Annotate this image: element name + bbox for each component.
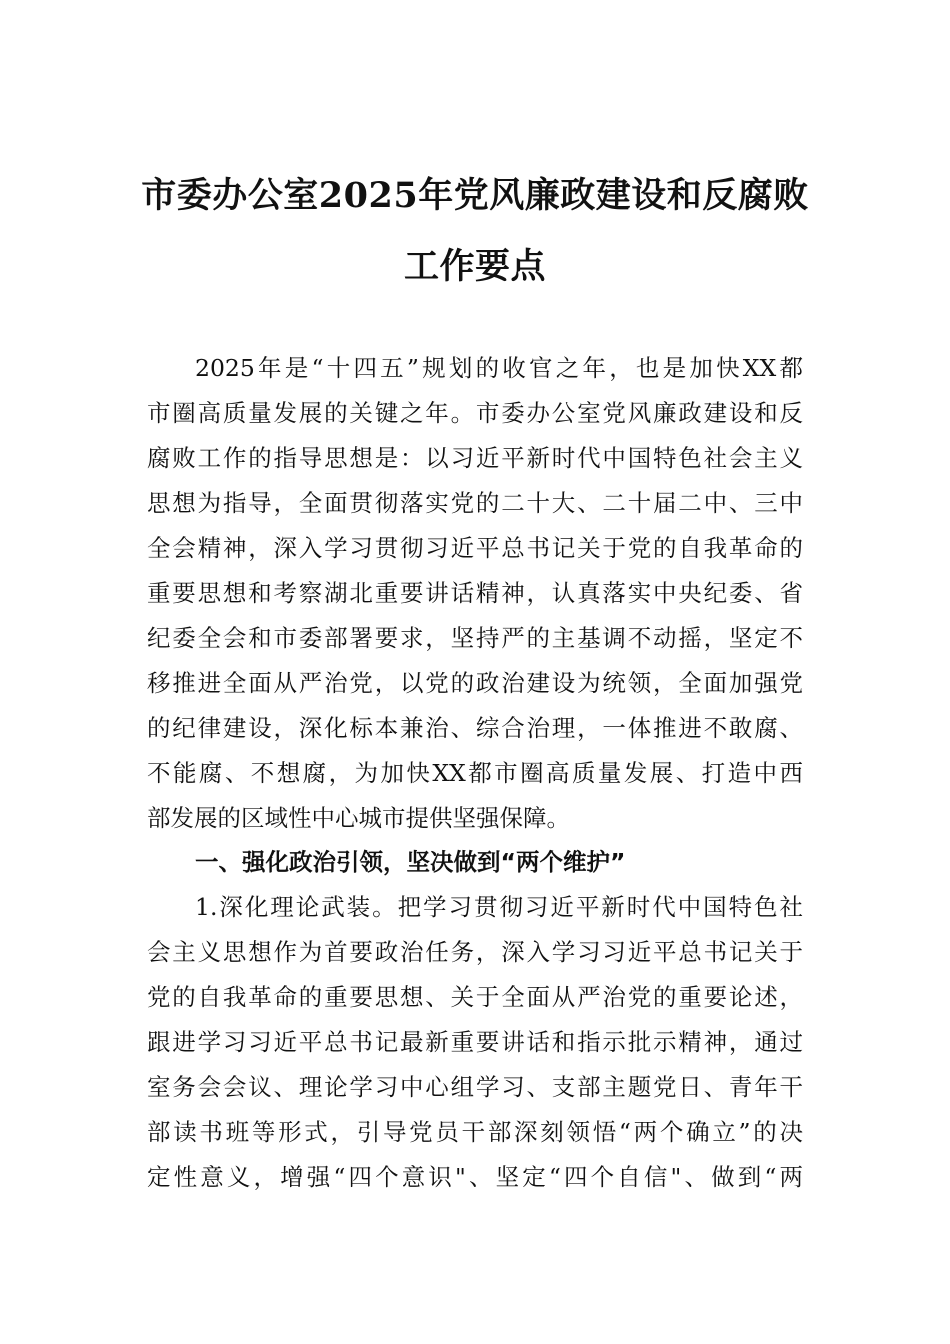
- intro-paragraph-line: 重要思想和考察湖北重要讲话精神，认真落实中央纪委、省: [147, 579, 803, 607]
- section-heading: 一、强化政治引领，坚决做到“两个维护”: [195, 848, 626, 876]
- intro-paragraph-line: 市圈高质量发展的关键之年。市委办公室党风廉政建设和反: [147, 399, 803, 427]
- item-paragraph-line: 1.深化理论武装。把学习贯彻习近平新时代中国特色社: [195, 893, 803, 921]
- item-paragraph-line: 跟进学习习近平总书记最新重要讲话和指示批示精神，通过: [147, 1028, 803, 1056]
- intro-paragraph-line: 纪委全会和市委部署要求，坚持严的主基调不动摇，坚定不: [147, 624, 803, 652]
- intro-paragraph-line: 部发展的区域性中心城市提供坚强保障。: [147, 804, 570, 832]
- intro-paragraph-line: 思想为指导，全面贯彻落实党的二十大、二十届二中、三中: [147, 489, 803, 517]
- intro-paragraph-line: 2025年是“十四五”规划的收官之年，也是加快XX都: [195, 354, 803, 382]
- intro-paragraph-line: 不能腐、不想腐，为加快XX都市圈高质量发展、打造中西: [147, 759, 803, 787]
- document-title-line-2: 工作要点: [403, 246, 546, 287]
- item-paragraph-line: 会主义思想作为首要政治任务，深入学习习近平总书记关于: [147, 938, 803, 966]
- intro-paragraph-line: 腐败工作的指导思想是：以习近平新时代中国特色社会主义: [147, 444, 803, 472]
- intro-paragraph-line: 的纪律建设，深化标本兼治、综合治理，一体推进不敢腐、: [147, 714, 803, 742]
- intro-paragraph-line: 移推进全面从严治党，以党的政治建设为统领，全面加强党: [147, 669, 803, 697]
- item-paragraph-line: 室务会会议、理论学习中心组学习、支部主题党日、青年干: [147, 1073, 803, 1101]
- intro-paragraph-line: 全会精神，深入学习贯彻习近平总书记关于党的自我革命的: [147, 534, 803, 562]
- item-paragraph-line: 定性意义，增强“四个意识"、坚定“四个自信"、做到“两: [147, 1163, 803, 1191]
- item-paragraph-line: 党的自我革命的重要思想、关于全面从严治党的重要论述，: [147, 983, 803, 1011]
- item-paragraph-line: 部读书班等形式，引导党员干部深刻领悟“两个确立”的决: [147, 1118, 803, 1146]
- document-title-line-1: 市委办公室2025年党风廉政建设和反腐败: [141, 175, 809, 216]
